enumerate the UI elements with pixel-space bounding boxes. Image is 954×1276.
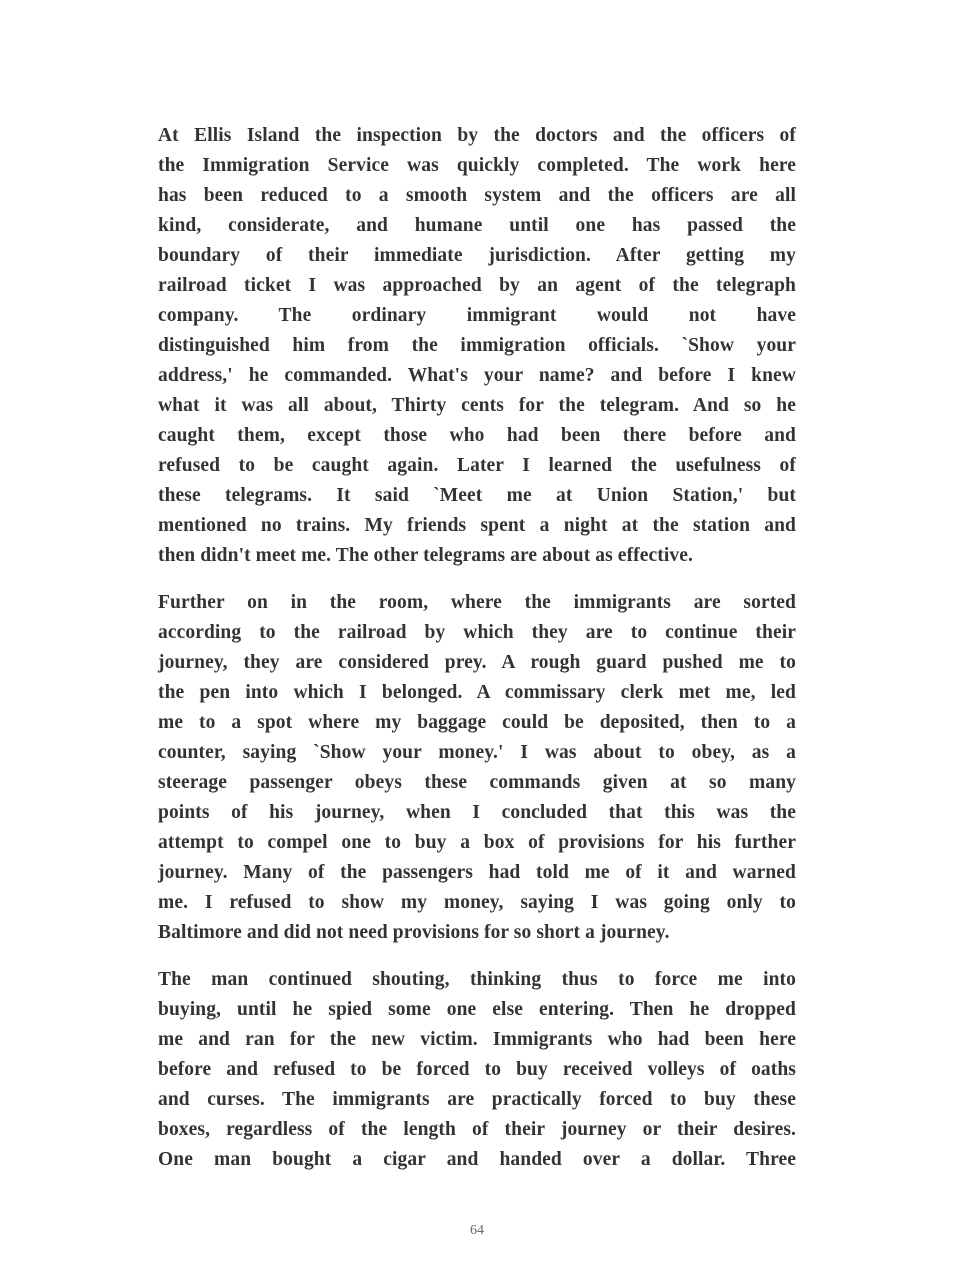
text-line: the pen into which I belonged. A commissary clerk met me, led	[158, 682, 796, 703]
text-line: points of his journey, when I concluded that this was the	[158, 802, 796, 823]
text-line: then didn't meet me. The other telegrams are about as effective.	[158, 545, 693, 566]
page-number: 64	[470, 1223, 484, 1238]
text-line: according to the railroad by which they are to continue their	[158, 622, 796, 643]
paragraph	[158, 588, 796, 948]
text-line: caught them, except those who had been there before and	[158, 425, 796, 446]
text-line: kind, considerate, and humane until one has passed the	[158, 215, 796, 236]
text-line: the Immigration Service was quickly completed. The work here	[158, 155, 796, 176]
text-line: refused to be caught again. Later I learned the usefulness of	[158, 455, 796, 476]
text-line: boxes, regardless of the length of their journey or their desires.	[158, 1119, 796, 1140]
text-line: railroad ticket I was approached by an agent of the telegraph	[158, 275, 796, 296]
text-line: has been reduced to a smooth system and the officers are all	[158, 185, 796, 206]
text-line: mentioned no trains. My friends spent a night at the station and	[158, 515, 796, 536]
paragraph	[158, 965, 796, 1175]
paragraph	[158, 121, 796, 571]
text-line: journey. Many of the passengers had told me of it and warned	[158, 862, 796, 883]
text-line: attempt to compel one to buy a box of provisions for his further	[158, 832, 796, 853]
text-line: steerage passenger obeys these commands given at so many	[158, 772, 796, 793]
text-line: me to a spot where my baggage could be deposited, then to a	[158, 712, 796, 733]
text-line: Further on in the room, where the immigrants are sorted	[158, 592, 796, 613]
text-line: The man continued shouting, thinking thus to force me into	[158, 969, 796, 990]
text-line: distinguished him from the immigration officials. `Show your	[158, 335, 796, 356]
text-line: company. The ordinary immigrant would not have	[158, 305, 796, 326]
text-line: these telegrams. It said `Meet me at Union Station,' but	[158, 485, 796, 506]
text-line: counter, saying `Show your money.' I was about to obey, as a	[158, 742, 796, 763]
text-line: At Ellis Island the inspection by the doctors and the officers of	[158, 125, 796, 146]
text-line: address,' he commanded. What's your name? and before I knew	[158, 365, 796, 386]
text-line: before and refused to be forced to buy received volleys of oaths	[158, 1059, 796, 1080]
text-line: buying, until he spied some one else entering. Then he dropped	[158, 999, 796, 1020]
text-line: boundary of their immediate jurisdiction. After getting my	[158, 245, 796, 266]
text-line: me. I refused to show my money, saying I was going only to	[158, 892, 796, 913]
text-line: what it was all about, Thirty cents for the telegram. And so he	[158, 395, 796, 416]
text-line: me and ran for the new victim. Immigrants who had been here	[158, 1029, 796, 1050]
text-line: One man bought a cigar and handed over a dollar. Three	[158, 1149, 796, 1170]
text-line: Baltimore and did not need provisions for so short a journey.	[158, 922, 670, 943]
body-text	[158, 121, 796, 1192]
text-line: journey, they are considered prey. A rough guard pushed me to	[158, 652, 796, 673]
text-line: and curses. The immigrants are practically forced to buy these	[158, 1089, 796, 1110]
